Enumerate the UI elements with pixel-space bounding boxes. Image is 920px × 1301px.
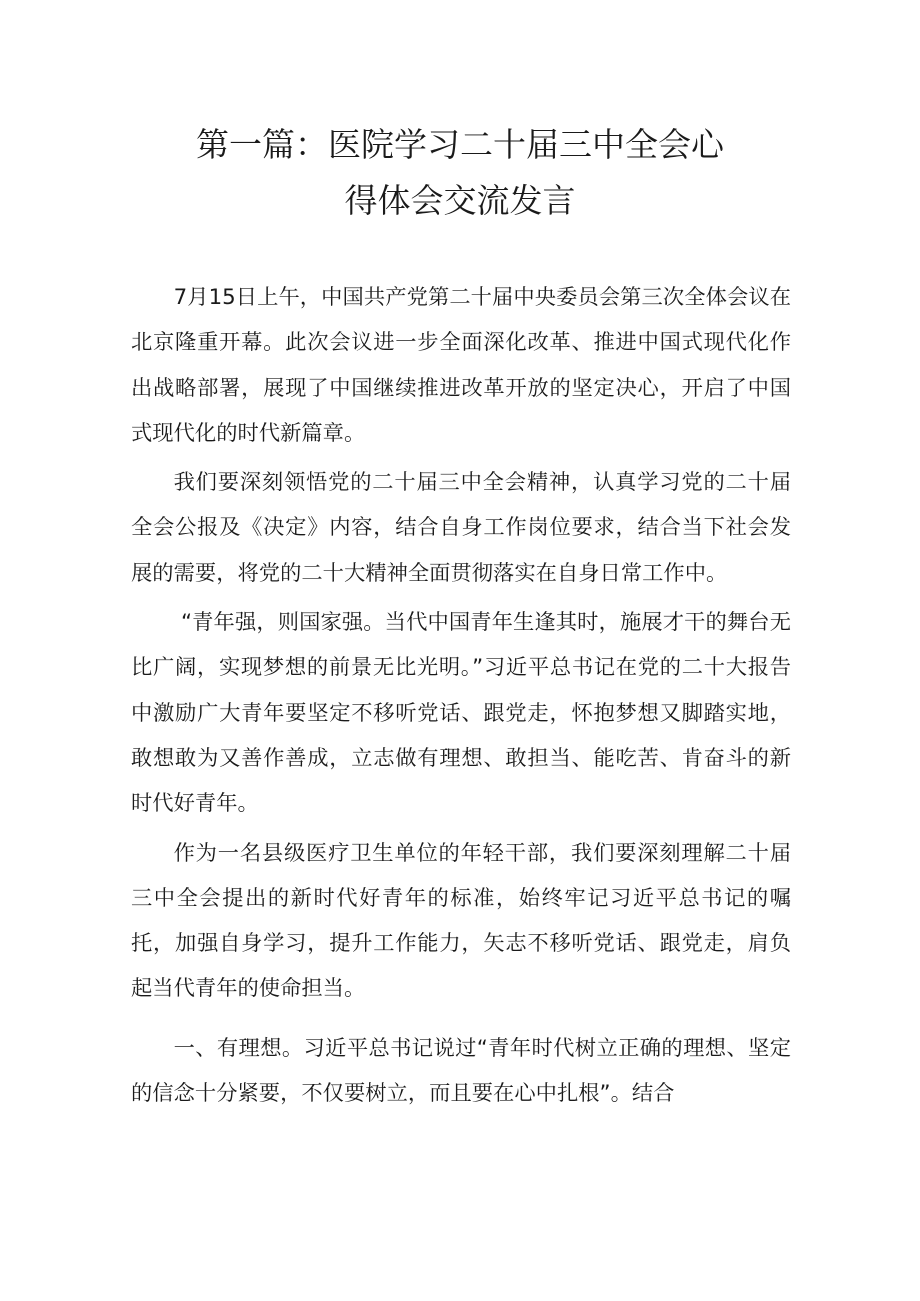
paragraph-section-one: 一、有理想。习近平总书记说过“青年时代树立正确的理想、坚定的信念十分紧要，不仅要树立，而且要在心中扎根”。结合 [131,1035,791,1107]
paragraph-opening: 7月15日上午，中国共产党第二十届中央委员会第三次全体会议在北京隆重开幕。此次会议进一步全面深化改革、推进中国式现代化作出战略部署，展现了中国继续推进改革开放的坚定决心，开启了中国式现代化的时代新篇章。 [131,285,791,446]
document-title-line-1: 第一篇：医院学习二十届三中全会心 [196,125,724,164]
paragraph-study-spirit: 我们要深刻领悟党的二十届三中全会精神，认真学习党的二十届全会公报及《决定》内容，结合自身工作岗位要求，结合当下社会发展的需要，将党的二十大精神全面贯彻落实在自身日常工作中。 [131,470,791,586]
paragraph-youth-quote: “青年强，则国家强。当代中国青年生逢其时，施展才干的舞台无比广阔，实现梦想的前景无比光明。”习近平总书记在党的二十大报告中激励广大青年要坚定不移听党话、跟党走，怀抱梦想又脚踏实地，敢想敢为又善作善成，立志做有理想、敢担当、能吃苦、肯奋斗的新时代好青年。 [131,610,791,817]
paragraph-young-cadre: 作为一名县级医疗卫生单位的年轻干部，我们要深刻理解二十届三中全会提出的新时代好青年的标准，始终牢记习近平总书记的嘱托，加强自身学习，提升工作能力，矢志不移听党话、跟党走，肩负起当代青年的使命担当。 [131,840,791,1002]
document-body [131,275,791,1116]
document-title-line-2: 得体会交流发言 [344,181,576,220]
